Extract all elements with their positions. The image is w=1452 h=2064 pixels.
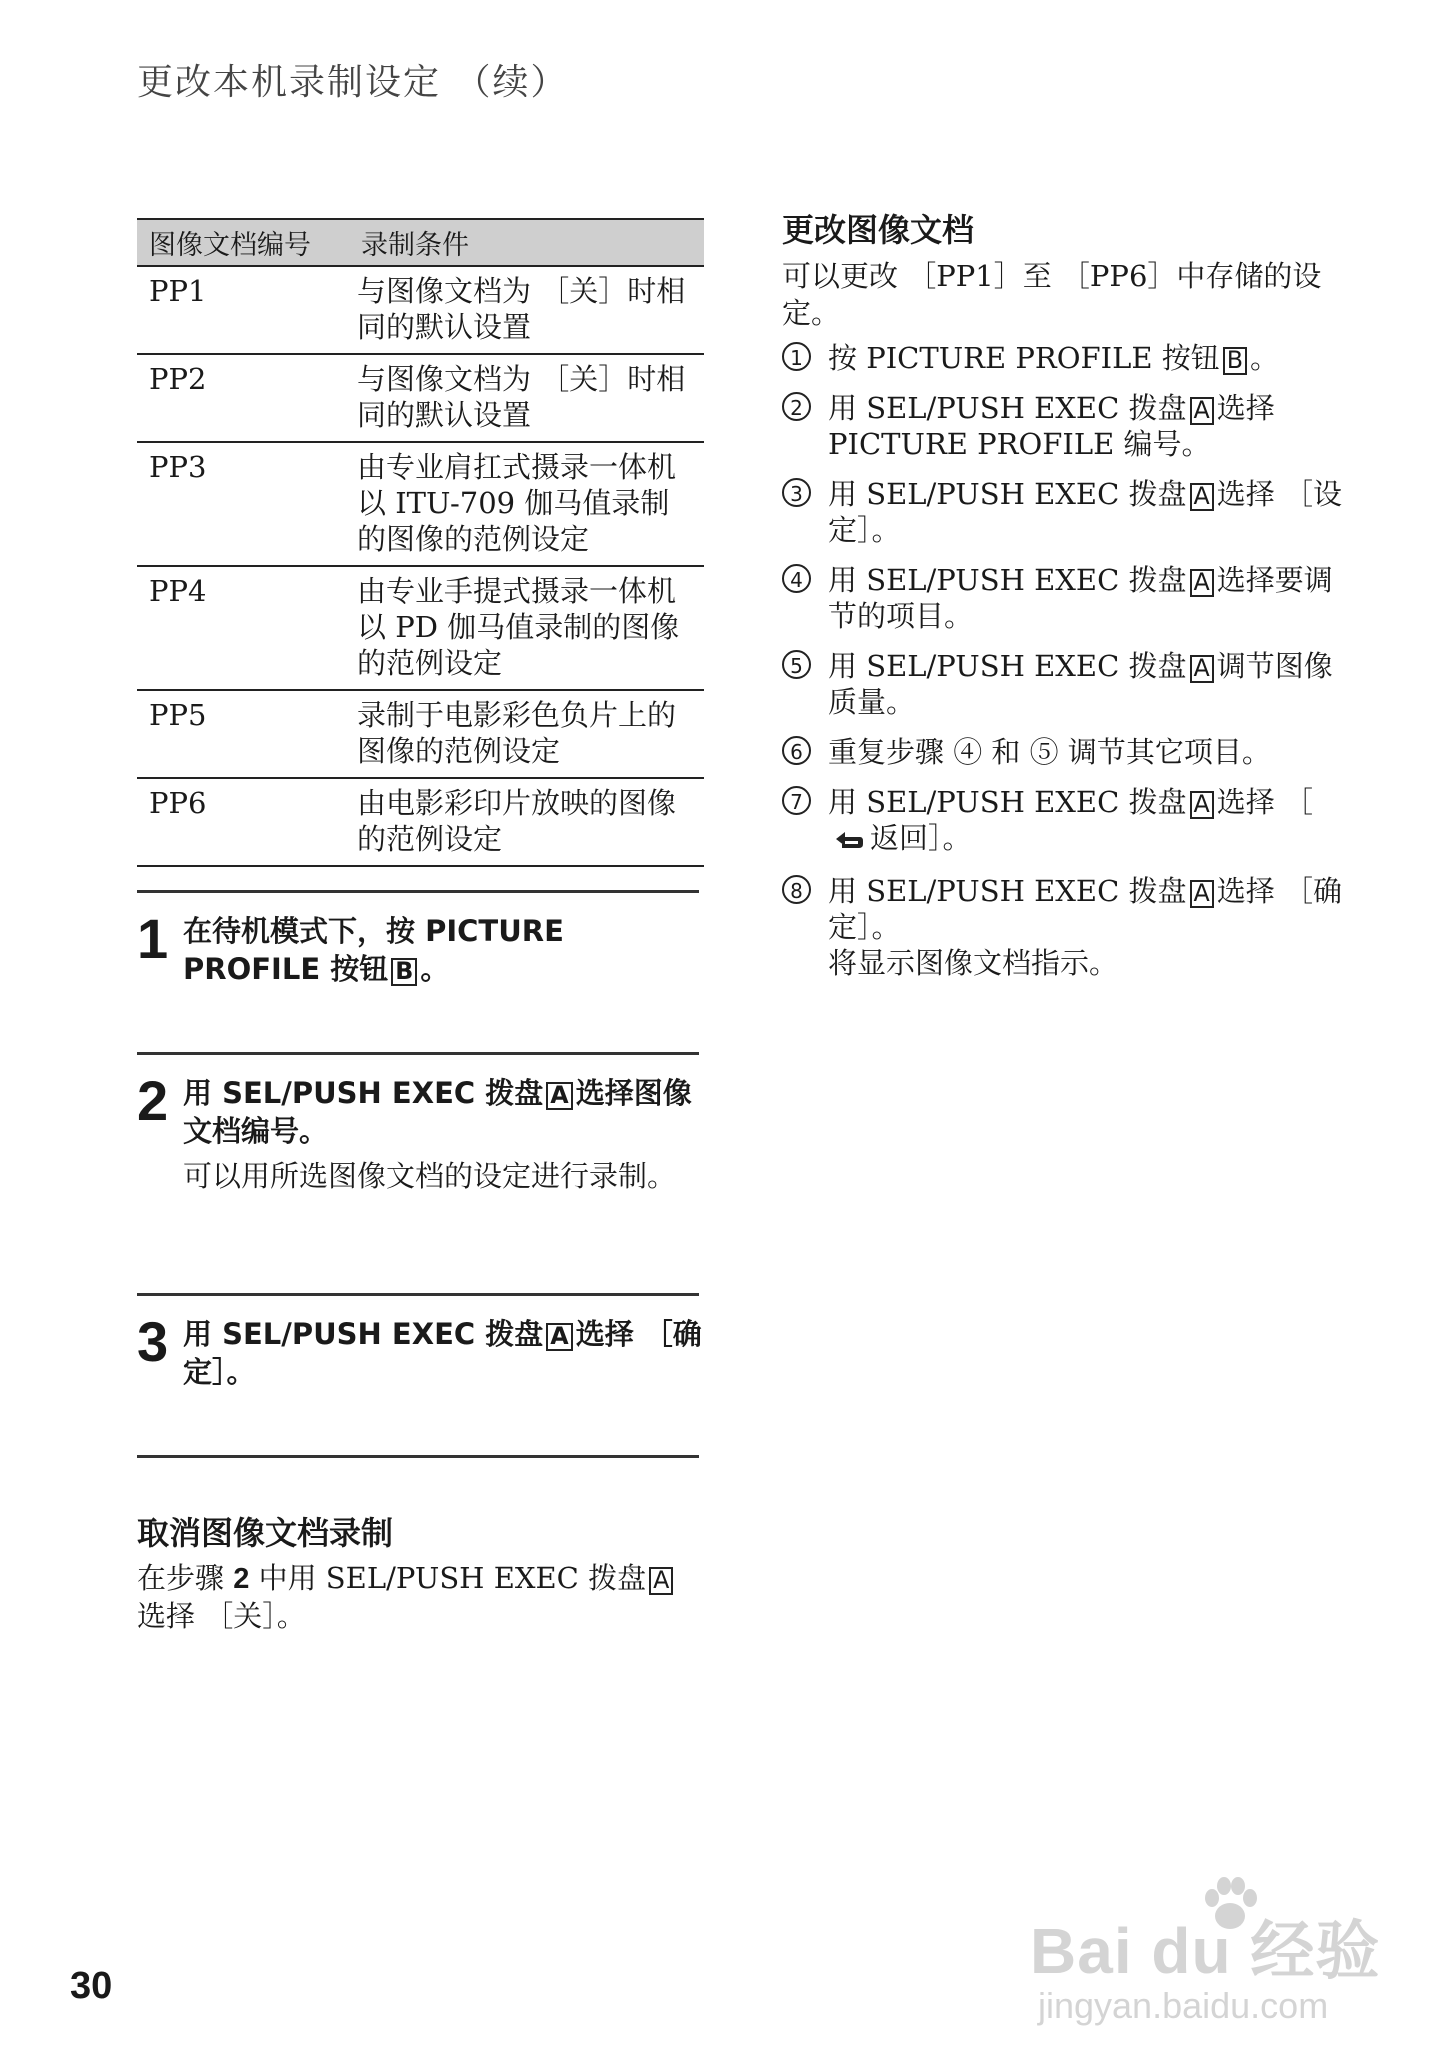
profile-number-cell: PP1 xyxy=(137,266,349,354)
watermark xyxy=(1030,1880,1390,2030)
item-text-post: 返回］。 xyxy=(870,821,972,855)
list-item xyxy=(782,734,1352,770)
item-text-pre: 用 SEL/PUSH EXEC 拨盘 xyxy=(828,477,1187,511)
step-text-post: 。 xyxy=(420,952,450,986)
item-text-post: 选择要调节的项目。 xyxy=(828,563,1333,633)
step-instruction xyxy=(183,1074,707,1150)
list-item xyxy=(782,476,1352,548)
item-note: 将显示图像文档指示。 xyxy=(828,946,1119,980)
dial-a-key-icon: A xyxy=(1190,880,1214,908)
page-header-title: 更改本机录制设定 （续） xyxy=(137,62,569,103)
table-row xyxy=(137,266,704,354)
list-item xyxy=(782,873,1352,981)
step-divider xyxy=(137,1455,699,1458)
item-text-post: 调节图像质量。 xyxy=(828,649,1333,719)
table-row xyxy=(137,778,704,866)
list-item xyxy=(782,562,1352,634)
table-row xyxy=(137,442,704,566)
step-text-post: 选择图像文档编号。 xyxy=(183,1076,692,1148)
recording-condition-cell: 与图像文档为 ［关］时相同的默认设置 xyxy=(349,266,704,354)
item-text-pre: 用 SEL/PUSH EXEC 拨盘 xyxy=(828,785,1187,819)
recording-condition-cell: 录制于电影彩色负片上的图像的范例设定 xyxy=(349,690,704,778)
button-b-key-icon: B xyxy=(391,958,417,986)
recording-condition-cell: 由专业肩扛式摄录一体机以 ITU-709 伽马值录制的图像的范例设定 xyxy=(349,442,704,566)
watermark-brand: Bai du 经验 xyxy=(1030,1915,1381,1987)
item-text-post: 选择 ［ xyxy=(1216,785,1313,819)
profile-number-cell: PP3 xyxy=(137,442,349,566)
dial-a-key-icon: A xyxy=(546,1323,572,1351)
picture-profile-table xyxy=(137,218,704,867)
item-text-post: 选择 ［设定］。 xyxy=(828,477,1342,547)
step-2 xyxy=(137,1069,707,1195)
item-text-pre: 用 SEL/PUSH EXEC 拨盘 xyxy=(828,874,1187,908)
profile-number-cell: PP6 xyxy=(137,778,349,866)
change-steps-list xyxy=(782,340,1352,995)
recording-condition-cell: 由电影彩印片放映的图像的范例设定 xyxy=(349,778,704,866)
cancel-text-mid: 中用 SEL/PUSH EXEC 拨盘 xyxy=(258,1561,647,1595)
recording-condition-cell: 与图像文档为 ［关］时相同的默认设置 xyxy=(349,354,704,442)
step-divider xyxy=(137,1293,699,1296)
dial-a-key-icon: A xyxy=(1190,791,1214,819)
step-circle-number: 6 xyxy=(782,736,811,765)
step-circle-number: 4 xyxy=(782,564,811,593)
dial-a-key-icon: A xyxy=(649,1567,673,1595)
step-instruction xyxy=(183,1315,707,1391)
table-row xyxy=(137,566,704,690)
step-circle-number: 1 xyxy=(782,342,811,371)
watermark-url: jingyan.baidu.com xyxy=(1038,1985,1329,2026)
list-item xyxy=(782,390,1352,462)
step-1 xyxy=(137,907,707,988)
step-circle-number: 7 xyxy=(782,786,811,815)
step-3 xyxy=(137,1310,707,1391)
column-header-recording-condition: 录制条件 xyxy=(349,219,704,266)
step-text-pre: 用 SEL/PUSH EXEC 拨盘 xyxy=(183,1317,544,1351)
step-circle-number: 5 xyxy=(782,650,811,679)
profile-number-cell: PP5 xyxy=(137,690,349,778)
step-text-pre: 在待机模式下，按 PICTURE PROFILE 按钮 xyxy=(183,914,564,986)
item-text-pre: 用 SEL/PUSH EXEC 拨盘 xyxy=(828,563,1187,597)
step-text-pre: 用 SEL/PUSH EXEC 拨盘 xyxy=(183,1076,544,1110)
recording-condition-cell: 由专业手提式摄录一体机以 PD 伽马值录制的图像的范例设定 xyxy=(349,566,704,690)
step-text-post: 选择 ［确定］。 xyxy=(183,1317,702,1389)
item-text-pre: 按 PICTURE PROFILE 按钮 xyxy=(828,341,1220,375)
dial-a-key-icon: A xyxy=(1190,397,1214,425)
cancel-text-pre: 在步骤 xyxy=(137,1561,225,1595)
table-header-row xyxy=(137,219,704,266)
item-text-pre: 用 SEL/PUSH EXEC 拨盘 xyxy=(828,649,1187,683)
step-circle-number: 8 xyxy=(782,875,811,904)
table-row xyxy=(137,690,704,778)
step-number: 1 xyxy=(137,907,169,970)
dial-a-key-icon: A xyxy=(1190,483,1214,511)
dial-a-key-icon: A xyxy=(1190,569,1214,597)
step-divider xyxy=(137,1052,699,1055)
item-text-post: 选择 ［确定］。 xyxy=(828,874,1342,944)
cancel-section-title: 取消图像文档录制 xyxy=(137,1514,394,1552)
list-item xyxy=(782,648,1352,720)
item-text-pre: 用 SEL/PUSH EXEC 拨盘 xyxy=(828,391,1187,425)
table-row xyxy=(137,354,704,442)
change-section-intro: 可以更改 ［PP1］至 ［PP6］中存储的设定。 xyxy=(782,259,1322,330)
item-text-post: 。 xyxy=(1250,341,1280,375)
page-number: 30 xyxy=(70,1965,113,2007)
list-item xyxy=(782,340,1352,376)
profile-number-cell: PP2 xyxy=(137,354,349,442)
dial-a-key-icon: A xyxy=(546,1082,572,1110)
step-circle-number: 2 xyxy=(782,392,811,421)
item-text: 重复步骤 ④ 和 ⑤ 调节其它项目。 xyxy=(828,735,1271,769)
profile-number-cell: PP4 xyxy=(137,566,349,690)
cancel-section-text xyxy=(137,1560,697,1635)
button-b-key-icon: B xyxy=(1223,347,1247,375)
step-divider xyxy=(137,890,699,893)
list-item xyxy=(782,784,1352,859)
dial-a-key-icon: A xyxy=(1190,655,1214,683)
step-number: 3 xyxy=(137,1310,169,1373)
column-header-profile-number: 图像文档编号 xyxy=(137,219,349,266)
cancel-text-post: 选择 ［关］。 xyxy=(137,1599,306,1633)
item-text-post: 选择 PICTURE PROFILE 编号。 xyxy=(828,391,1275,461)
return-arrow-icon xyxy=(834,823,864,859)
step-reference: 2 xyxy=(233,1563,250,1595)
change-section-title: 更改图像文档 xyxy=(782,211,975,249)
step-number: 2 xyxy=(137,1069,169,1132)
step-circle-number: 3 xyxy=(782,478,811,507)
step-note: 可以用所选图像文档的设定进行录制。 xyxy=(183,1159,677,1193)
step-instruction xyxy=(183,912,707,988)
